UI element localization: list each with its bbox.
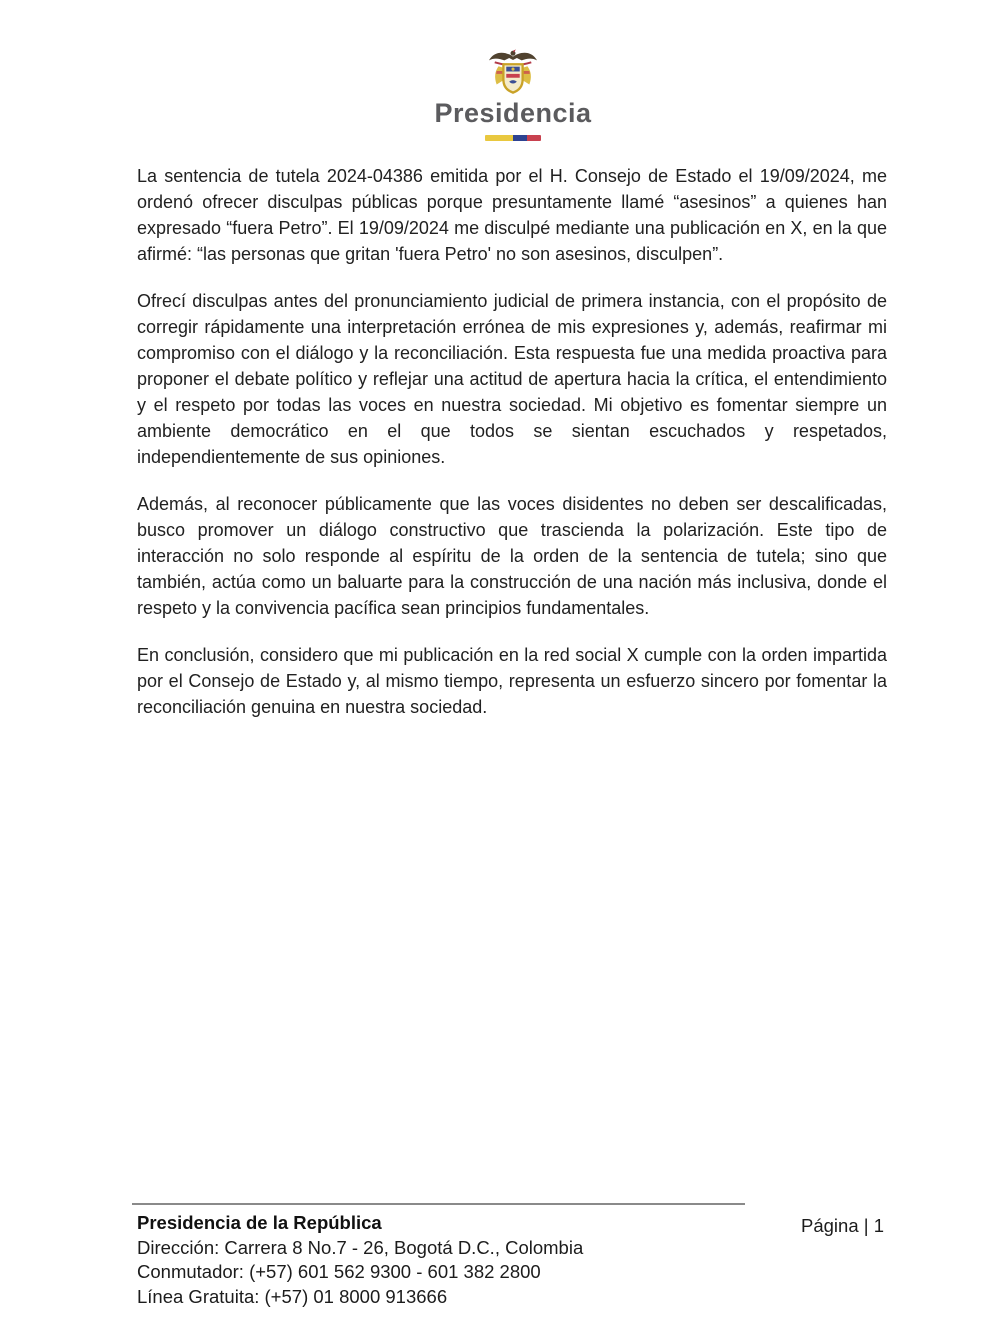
footer-contact-block [137,1211,583,1309]
footer-tollfree: Línea Gratuita: (+57) 01 8000 913666 [137,1285,448,1307]
flag-bar [485,135,541,141]
footer-address: Dirección: Carrera 8 No.7 - 26, Bogotá D.C., Colombia [137,1236,584,1258]
footer-divider [132,1203,745,1205]
brand-title: Presidencia [434,98,592,128]
flag-blue-segment [513,135,527,141]
presidencia-logo [34,46,992,141]
footer-org: Presidencia de la República [137,1212,382,1233]
footer-phone: Conmutador: (+57) 601 562 9300 - 601 382 2800 [137,1261,541,1282]
letter-body [137,163,887,741]
page-number: Página | 1 [801,1215,884,1236]
paragraph-4: En conclusión, considero que mi publicación en la red social X cumple con la orden impartida por el Consejo de Estado y, al mismo tiempo, representa un esfuerzo sincero por fomentar la reconciliación genuina en nuestra sociedad. [137,645,887,717]
paragraph-3: Además, al reconocer públicamente que las voces disidentes no deben ser descalificadas, busco promover un diálogo constructivo que trascienda la polarización. Este tipo de interacción no solo responde al espíritu de la orden de la sentencia de tutela; sino que también, actúa como un baluarte para la construcción de una nación más inclusiva, donde el respeto y la convivencia pacífica sean principios fundamentales. [137,494,887,618]
coat-of-arms-icon [483,46,543,96]
flag-yellow-segment [485,135,513,141]
paragraph-2: Ofrecí disculpas antes del pronunciamiento judicial de primera instancia, con el propósito de corregir rápidamente una interpretación errónea de mis expresiones y, además, reafirmar mi compromiso con el diálogo y la reconciliación. Esta respuesta fue una medida proactiva para proponer el debate político y reflejar una actitud de apertura hacia la crítica, el entendimiento y el respeto por todas las voces en nuestra sociedad. Mi objetivo es fomentar siempre un ambiente democrático en el que todos se sientan escuchados y respetados, independientemente de sus opiniones. [137,291,887,467]
paragraph-1: La sentencia de tutela 2024-04386 emitida por el H. Consejo de Estado el 19/09/2024, me ordenó ofrecer disculpas públicas porque presuntamente llamé “asesinos” a quienes han expresado “fuera Petro”. El 19/09/2024 me disculpé mediante una publicación en X, en la que afirmé: “las personas que gritan 'fuera Petro' no son asesinos, disculpen”. [137,166,887,264]
flag-red-segment [527,135,541,141]
